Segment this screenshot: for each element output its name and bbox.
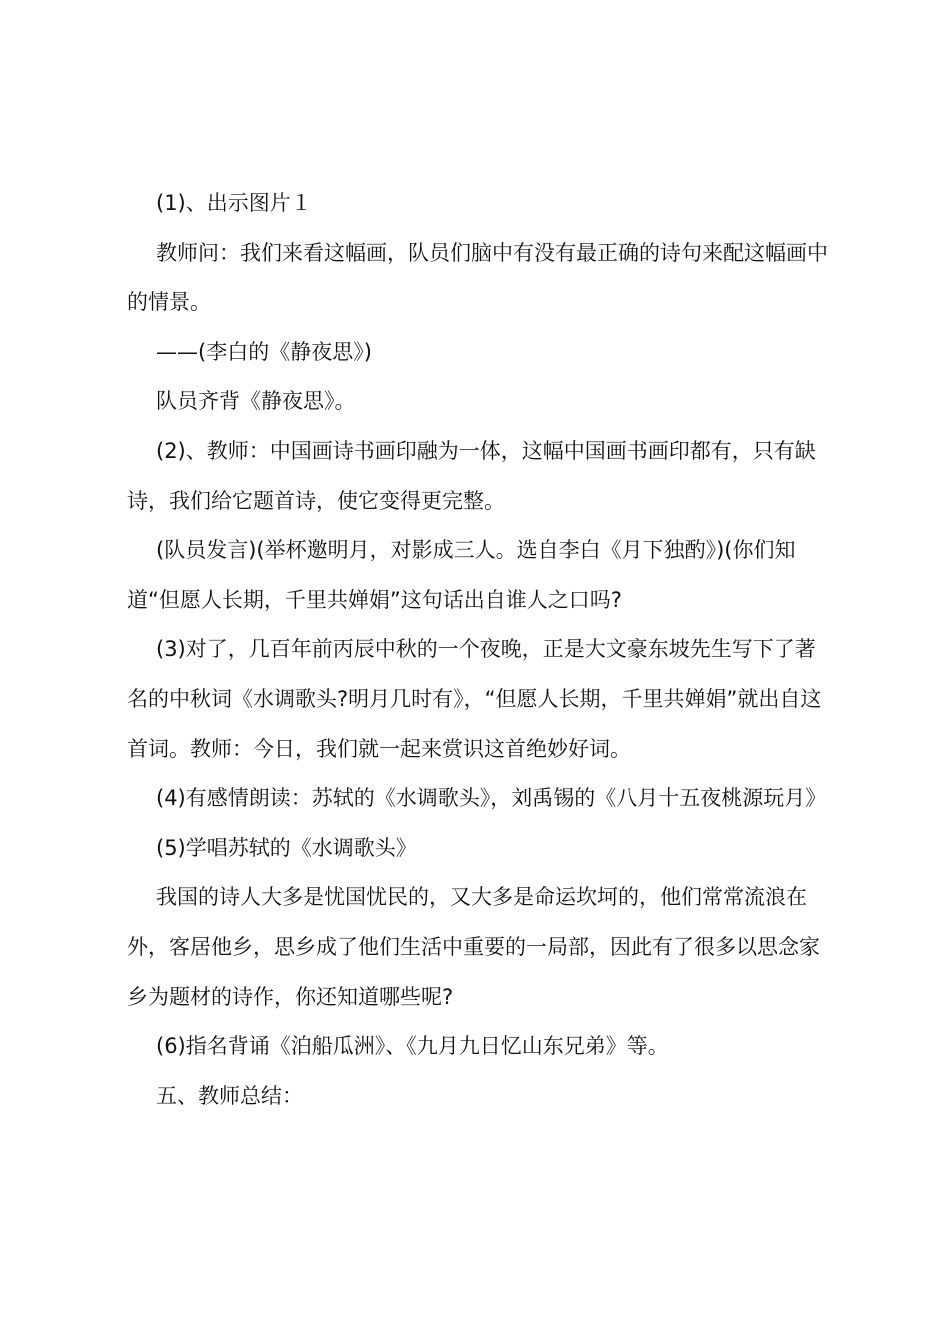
paragraph-section-five-summary: 五、教师总结：	[156, 1083, 303, 1108]
paragraph-teacher-question: 教师问：我们来看这幅画，队员们脑中有没有最正确的诗句来配这幅画中的情景。	[127, 240, 828, 315]
paragraph-step-3-shuidiao-intro: (3)对了，几百年前丙辰中秋的一个夜晚，正是大文豪东坡先生写下了著名的中秋词《水调歌头?明月几时有》，“但愿人长期，千里共婵娟”就出自这首词。教师：今日，我们就一起来赏识这首绝妙好词。	[127, 637, 822, 761]
paragraph-homesick-poets: 我国的诗人大多是忧国忧民的，又大多是命运坎坷的，他们常常流浪在外，客居他乡，思乡成了他们生活中重要的一局部，因此有了很多以思念家乡为题材的诗作，你还知道哪些呢?	[127, 885, 820, 1009]
paragraph-step-5-sing: (5)学唱苏轼的《水调歌头》	[156, 835, 417, 860]
paragraph-step-2-add-poem: (2)、教师：中国画诗书画印融为一体，这幅中国画书画印都有，只有缺诗，我们给它题首诗，使它变得更完整。	[127, 438, 816, 513]
paragraph-step-6-recite: (6)指名背诵《泊船瓜洲》、《九月九日忆山东兄弟》等。	[156, 1034, 669, 1059]
paragraph-step-4-reading: (4)有感情朗读：苏轼的《水调歌头》，刘禹锡的《八月十五夜桃源玩月》	[156, 786, 827, 811]
paragraph-recite-together: 队员齐背《静夜思》。	[156, 389, 356, 414]
paragraph-step-1-show-picture: (1)、出示图片１	[156, 191, 312, 215]
paragraph-student-speech: (队员发言)(举杯邀明月，对影成三人。选自李白《月下独酌》)(你们知道“但愿人长期，千里共婵娟”这句话出自谁人之口吗?	[127, 538, 796, 612]
document-body	[127, 179, 833, 1121]
paragraph-answer-jingyesi: ——(李白的《静夜思》)	[156, 339, 372, 364]
